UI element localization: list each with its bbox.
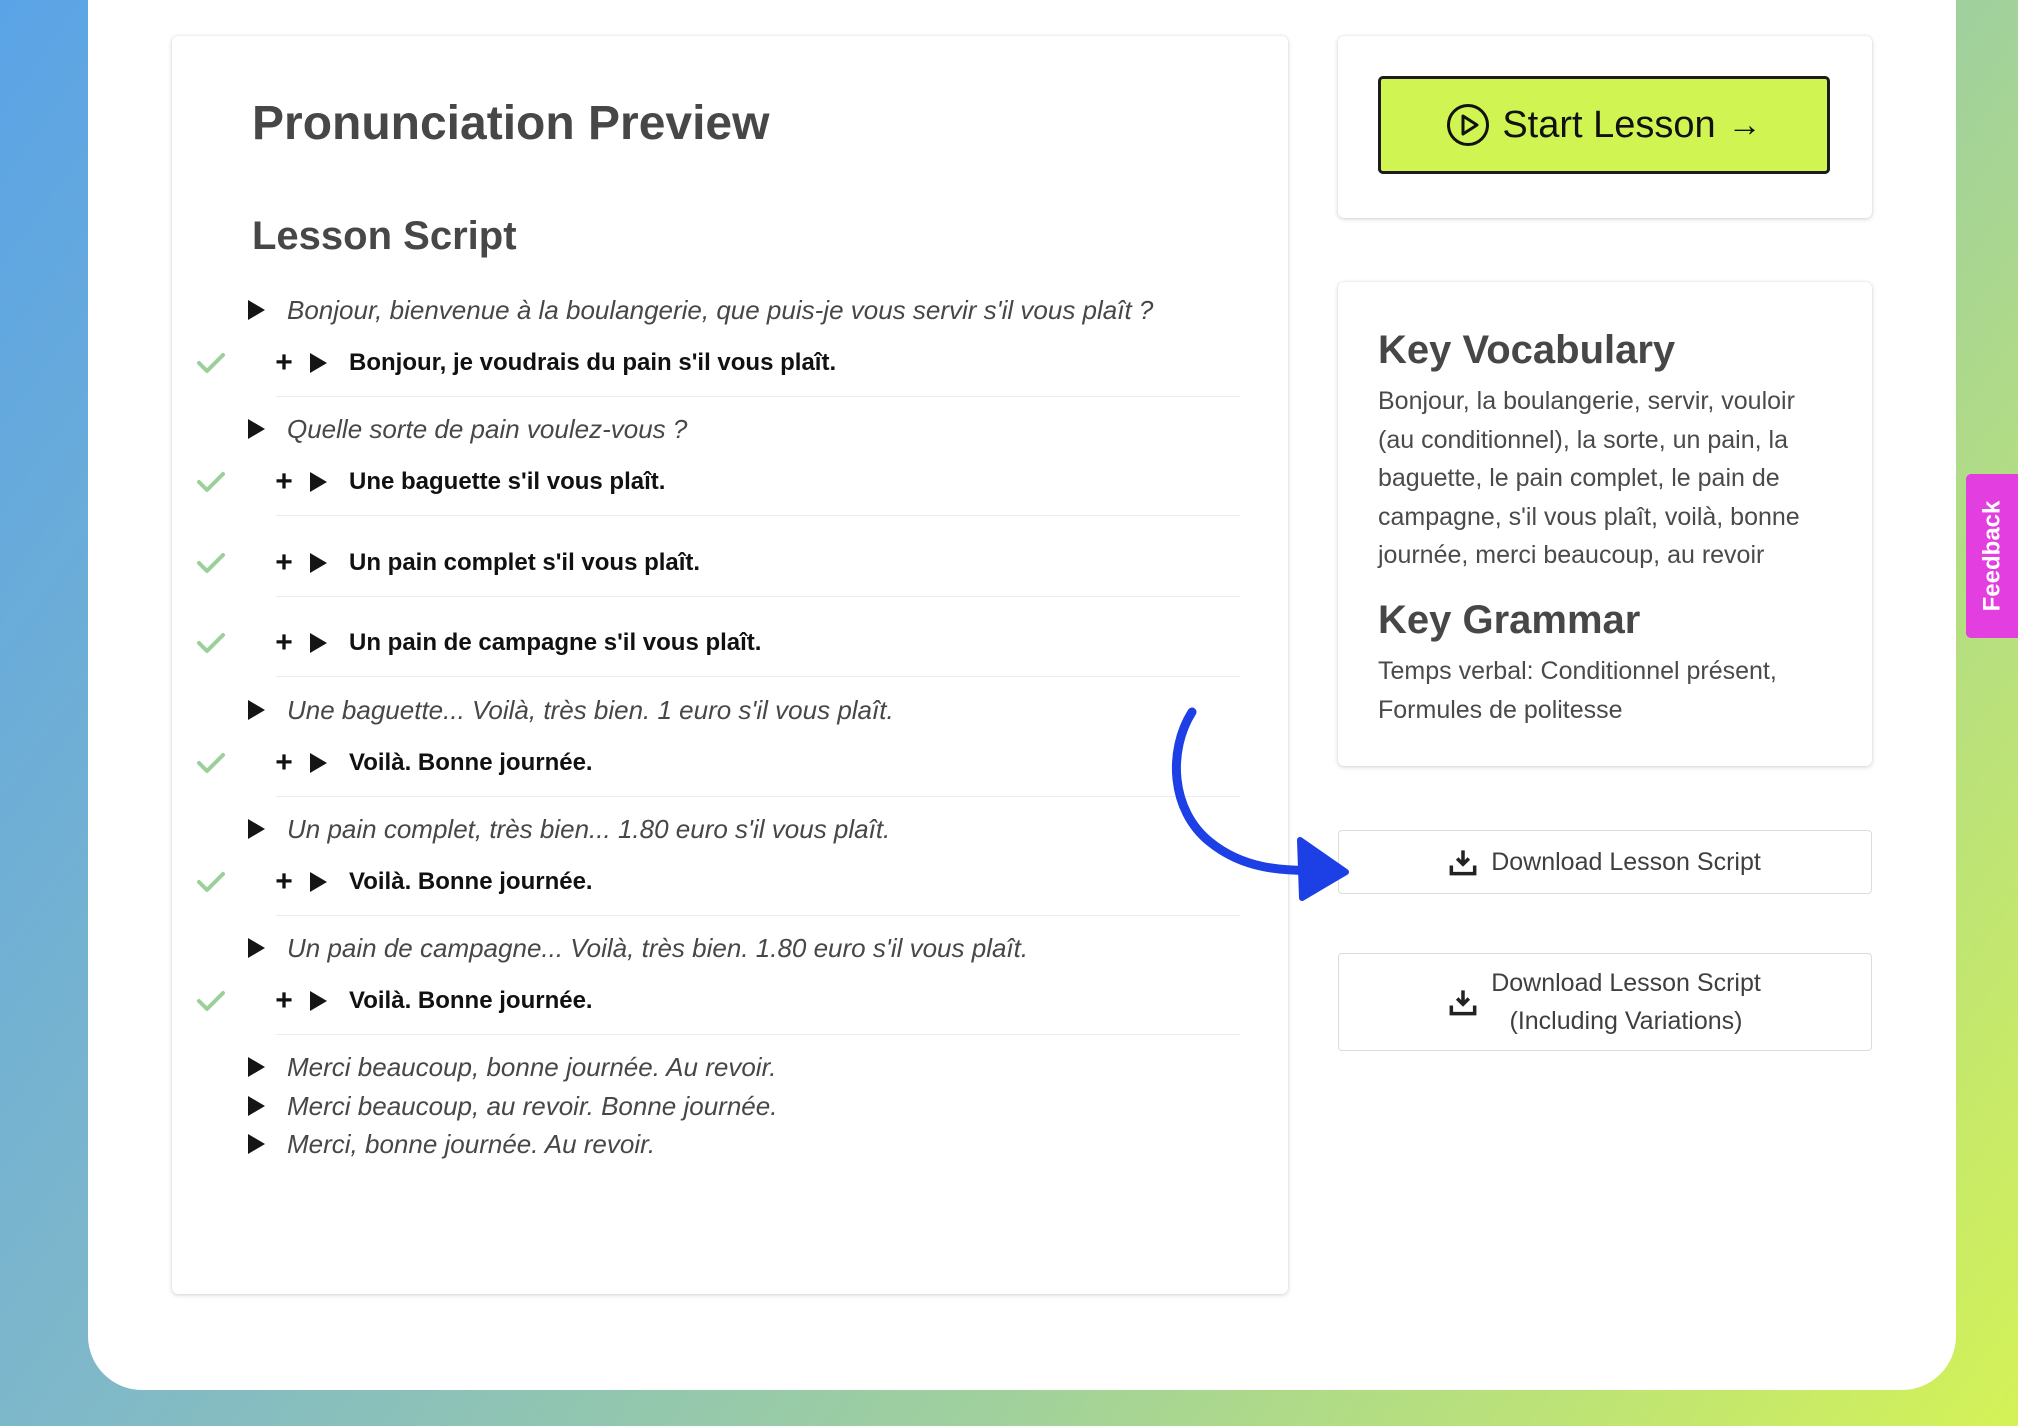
start-lesson-button[interactable] [1378,76,1830,174]
download-icon [1449,848,1477,876]
divider [276,515,1240,516]
prompt-text: Merci beaucoup, bonne journée. Au revoir. [287,1051,777,1082]
divider [276,1034,1240,1035]
prompt-text: Une baguette... Voilà, très bien. 1 euro s'il vous plaît. [287,694,894,725]
download-label-line2: (Including Variations) [1509,1007,1743,1035]
script-prompt [248,1089,777,1123]
start-lesson-label: Start Lesson [1502,103,1716,146]
play-icon[interactable] [248,1134,265,1154]
check-icon [196,551,226,575]
play-icon[interactable] [248,419,265,439]
play-icon[interactable] [310,872,327,892]
script-response [196,743,593,783]
prompt-text: Un pain de campagne... Voilà, très bien. 1.80 euro s'il vous plaît. [287,932,1029,963]
play-icon[interactable] [310,472,327,492]
check-icon [196,631,226,655]
script-response [196,623,761,663]
script-prompt [248,1050,776,1084]
play-icon[interactable] [310,553,327,573]
check-icon [196,751,226,775]
feedback-tab[interactable] [1966,474,2018,638]
script-prompt [248,931,1028,965]
download-icon [1449,988,1477,1016]
add-variation-icon[interactable]: + [275,984,293,1017]
key-vocabulary-text: Bonjour, la boulangerie, servir, vouloir (au conditionnel), la sorte, un pain, la baguette, le pain complet, le pain de campagne, s'il vous plaît, voilà, bonne journée, merci beaucoup, au revoir [1378,387,1800,569]
response-text: Une baguette s'il vous plaît. [349,468,666,495]
play-icon[interactable] [310,633,327,653]
play-icon[interactable] [310,753,327,773]
play-icon[interactable] [248,1057,265,1077]
add-variation-icon[interactable]: + [275,465,293,498]
script-prompt [248,693,894,727]
response-text: Bonjour, je voudrais du pain s'il vous plaît. [349,349,837,376]
page-title: Pronunciation Preview [252,97,770,150]
script-response [196,862,593,902]
arrow-right-icon: → [1727,105,1762,144]
add-variation-icon[interactable]: + [275,865,293,898]
play-icon[interactable] [248,819,265,839]
key-grammar-text: Temps verbal: Conditionnel présent, Formules de politesse [1378,657,1777,724]
check-icon [196,470,226,494]
divider [276,396,1240,397]
response-text: Un pain complet s'il vous plaît. [349,549,701,576]
prompt-text: Bonjour, bienvenue à la boulangerie, que puis-je vous servir s'il vous plaît ? [287,294,1154,325]
response-text: Voilà. Bonne journée. [349,868,593,895]
prompt-text: Merci, bonne journée. Au revoir. [287,1128,656,1159]
key-vocabulary-heading: Key Vocabulary [1378,328,1676,372]
script-prompt [248,293,1153,327]
script-prompt [248,812,890,846]
script-response [196,462,665,502]
response-text: Voilà. Bonne journée. [349,749,593,776]
download-lesson-script-button[interactable] [1338,830,1872,894]
download-label: Download Lesson Script [1491,848,1761,876]
prompt-text: Merci beaucoup, au revoir. Bonne journée. [287,1090,778,1121]
check-icon [196,351,226,375]
download-label-line1: Download Lesson Script [1491,969,1761,997]
add-variation-icon[interactable]: + [275,626,293,659]
response-text: Un pain de campagne s'il vous plaît. [349,629,762,656]
download-label [1491,964,1761,1040]
key-grammar-heading: Key Grammar [1378,598,1641,642]
add-variation-icon[interactable]: + [275,346,293,379]
key-info-card [1338,282,1872,766]
play-icon[interactable] [248,300,265,320]
script-prompt [248,1127,655,1161]
play-circle-icon [1446,103,1490,147]
play-icon[interactable] [310,991,327,1011]
feedback-label: Feedback [1978,500,2005,612]
divider [276,676,1240,677]
script-prompt [248,412,687,446]
response-text: Voilà. Bonne journée. [349,987,593,1014]
check-icon [196,989,226,1013]
lesson-script-heading: Lesson Script [252,214,517,258]
prompt-text: Quelle sorte de pain voulez-vous ? [287,413,688,444]
divider [276,915,1240,916]
script-response [196,343,836,383]
play-icon[interactable] [310,353,327,373]
script-response [196,981,593,1021]
add-variation-icon[interactable]: + [275,546,293,579]
play-icon[interactable] [248,1096,265,1116]
download-lesson-script-variations-button[interactable] [1338,953,1872,1051]
script-response [196,543,700,583]
divider [276,796,1240,797]
check-icon [196,870,226,894]
start-lesson-card [1338,36,1872,218]
annotation-arrow-icon [1150,700,1370,910]
prompt-text: Un pain complet, très bien... 1.80 euro s'il vous plaît. [287,813,891,844]
divider [276,596,1240,597]
play-icon[interactable] [248,938,265,958]
play-icon[interactable] [248,700,265,720]
add-variation-icon[interactable]: + [275,746,293,779]
